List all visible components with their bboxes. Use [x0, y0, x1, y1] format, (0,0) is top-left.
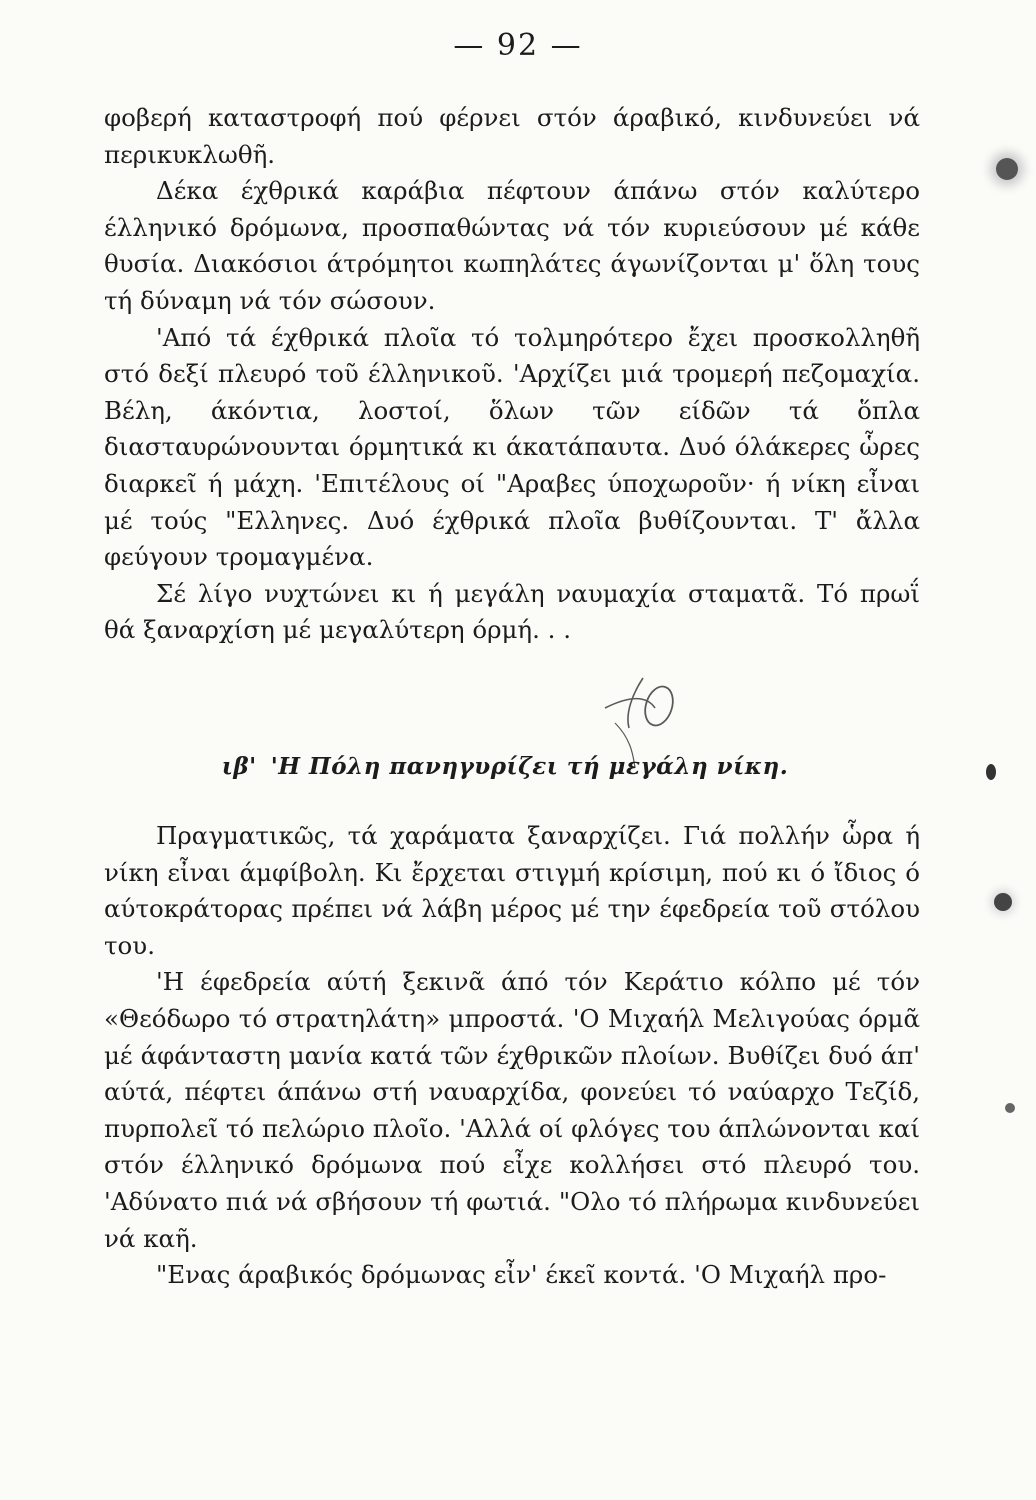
paragraph: Σέ λίγο νυχτώνει κι ή μεγάλη ναυμαχία σταματᾶ. Τό πρωΐ θά ξαναρχίση μέ μεγαλύτερη όρμή. . . — [104, 578, 920, 645]
section-title: 'Η Πόλη πανηγυρίζει τή μεγάλη νίκη. — [270, 753, 789, 780]
ink-speck — [996, 158, 1018, 180]
paragraph: φοβερή καταστροφή πού φέρνει στόν άραβικό, κινδυνεύει νά περικυκλωθῆ. — [104, 103, 920, 169]
ink-speck — [986, 764, 996, 780]
paragraph: Δέκα έχθρικά καράβια πέφτουν άπάνω στόν καλύτερο έλληνικό δρόμωνα, προσπαθώντας νά τόν κυριεύσουν μέ κάθε θυσία. Διακόσιοι άτρόμητοι κωπηλάτες άγωνίζονται μ' ὅλη τους τή δύναμη νά τόν σώσουν. — [104, 176, 920, 315]
paragraph: 'Η έφεδρεία αύτή ξεκινᾶ άπό τόν Κεράτιο κόλπο μέ τόν «Θεόδωρο τό στρατηλάτη» μπροστά. 'Ο Μιχαήλ Μελιγούας όρμᾶ μέ άφάνταστη μανία κατά τῶν έχθρικῶν πλοίων. Βυθίζει δυό άπ' αύτά, πέφτει άπάνω στή ναυαρχίδα, φονεύει τό ναύαρχο Τεζίδ, πυρπολεῖ τό πελώριο πλοῖο. 'Αλλά οί φλόγες του άπλώνονται καί στόν έλληνικό δρόμωνα πού εἶχε κολλήσει στό πλευρό του. 'Αδύνατο πιά νά σβήσουν τή φωτιά. "Ολο τό πλήρωμα κινδυνεύει νά καῆ. — [104, 967, 920, 1253]
paragraph: "Ενας άραβικός δρόμωνας εἶν' έκεῖ κοντά. 'Ο Μιχαήλ προ- — [156, 1260, 887, 1290]
body-text-bottom — [104, 818, 920, 1294]
page-number: — 92 — — [453, 28, 583, 63]
ink-speck — [994, 893, 1012, 911]
body-text-top — [104, 100, 920, 649]
paragraph: Πραγματικῶς, τά χαράματα ξαναρχίζει. Γιά πολλήν ὧρα ή νίκη εἶναι άμφίβολη. Κι ἔρχεται στιγμή κρίσιμη, πού κι ό ἴδιος ό αύτοκράτορας πρέπει νά λάβη μέρος μέ την έφεδρεία τοῦ στόλου του. — [104, 821, 920, 960]
paragraph: 'Από τά έχθρικά πλοῖα τό τολμηρότερο ἔχει προσκολληθῆ στό δεξί πλευρό τοῦ έλληνικοῦ. 'Αρχίζει μιά τρομερή πεζομαχία. Βέλη, άκόντια, λοστοί, ὅλων τῶν είδῶν τά ὅπλα διασταυρώνουνται όρμητικά κι άκατάπαυτα. Δυό όλάκερες ὧρες διαρκεῖ ή μάχη. 'Επιτέλους οί "Αραβες ύποχωροῦν· ή νίκη εἶναι μέ τούς "Ελληνες. Δυό έχθρικά πλοῖα βυθίζουνται. Τ' ἄλλα φεύγουν τρομαγμένα. — [104, 322, 920, 572]
ink-speck — [1005, 1103, 1015, 1113]
section-number: ιβ' — [221, 753, 257, 780]
section-heading — [104, 753, 920, 780]
